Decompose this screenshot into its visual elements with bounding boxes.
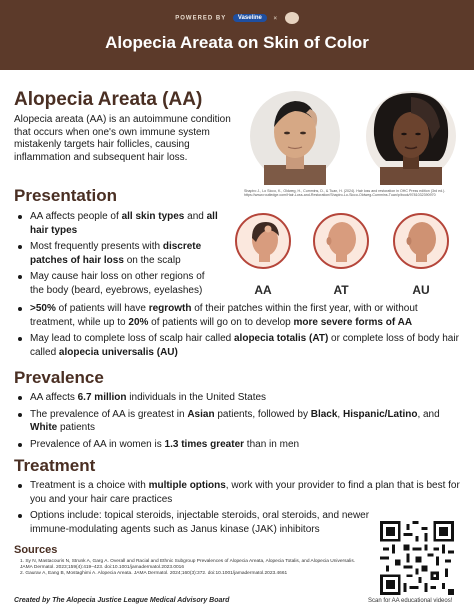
list-item: AA affects 6.7 million individuals in the United States <box>14 391 464 405</box>
alopecia-totalis-icon <box>312 212 370 270</box>
separator-x: × <box>273 15 279 22</box>
qr-code[interactable] <box>380 521 454 595</box>
list-item: May cause hair loss on other regions of the body (beard, eyebrows, eyelashes) <box>14 270 219 297</box>
page-title: Alopecia Areata on Skin of Color <box>105 33 369 52</box>
prevalence-list <box>14 391 464 454</box>
presentation-list-wide <box>14 302 464 362</box>
list-item: Options include: topical steroids, injectable steroids, oral steroids, and newer immune-modulating agents such as Janus kinase (JAK) inhibitors <box>14 509 374 536</box>
list-item: The prevalence of AA is greatest in Asian patients, followed by Black, Hispanic/Latino, and White patients <box>14 408 464 435</box>
list-item: AA affects people of all skin types and all hair types <box>14 210 219 237</box>
created-by-credit: Created by The Alopecia Justice League Medical Advisory Board <box>14 597 230 604</box>
source-item: 1. Sy N, Mastacouris N, Strunk A, Garg A. Overall and Racial and Ethnic Subgroup Prevalences of Alopecia Areata, Alopecia Totalis, and Alopecia Universalis. JAMA Dermatol. 2023;159(4):419–423. doi:10.1001/jamadermatol.2023.0016 <box>20 559 356 570</box>
list-item: May lead to complete loss of scalp hair called alopecia totalis (AT) or complete loss of body hair called alopecia universalis (AU) <box>14 332 464 359</box>
photo-citation: Shapiro J., Lo Sicco, K., Oldweg, H., Cummins, D., & Tuan, H. (2024). Hair loss and restoration in OHC Press edition (3rd ed.). https://www.routledge.com/Hair-Loss-and-Restoration/Shapiro-Lo-Sicco-Oldweg-Cummins-Tuan/p/book/9781032390970 <box>244 189 446 198</box>
vaseline-logo: Vaseline <box>233 14 267 22</box>
asian-man-photo <box>250 87 340 185</box>
list-item: Treatment is a choice with multiple options, work with your provider to find a plan that is best for you and your hair care practices <box>14 479 464 506</box>
powered-by-line <box>0 12 474 24</box>
sources-heading: Sources <box>14 544 58 556</box>
alopecia-justice-league-logo <box>285 12 299 24</box>
treatment-heading: Treatment <box>14 456 96 475</box>
source-item: 2. Gaurav A, Eang B, Mostaghimi A. Alopecia Areata. JAMA Dermatol. 2024;160(3):372. doi:10.1001/jamadermatol.2023.4661 <box>20 571 288 576</box>
scan-instruction: Scan for AA educational videos! <box>368 598 453 604</box>
prevalence-heading: Prevalence <box>14 368 104 387</box>
alopecia-universalis-icon <box>392 212 450 270</box>
intro-text: Alopecia areata (AA) is an autoimmune condition that occurs when one's own immune system mistakenly targets hair follicles, causing inflammation and subsequent hair loss. <box>14 114 231 163</box>
header-banner <box>0 0 474 70</box>
alopecia-areata-icon <box>234 212 292 270</box>
black-woman-photo <box>366 87 456 185</box>
list-item: >50% of patients will have regrowth of their patches within the first year, with or without treatment, while up to 20% of patients will go on to develop more severe forms of AA <box>14 302 464 329</box>
list-item: Most frequently presents with discrete patches of hair loss on the scalp <box>14 240 219 267</box>
intro-heading: Alopecia Areata (AA) <box>14 89 203 110</box>
type-label-at: AT <box>333 283 349 297</box>
presentation-heading: Presentation <box>14 186 117 205</box>
presentation-list-short <box>14 210 219 300</box>
sources-list <box>20 559 360 577</box>
powered-by-label: POWERED BY <box>175 15 227 22</box>
list-item: Prevalence of AA in women is 1.3 times greater than in men <box>14 438 464 452</box>
type-label-au: AU <box>412 283 430 297</box>
type-label-aa: AA <box>254 283 272 297</box>
